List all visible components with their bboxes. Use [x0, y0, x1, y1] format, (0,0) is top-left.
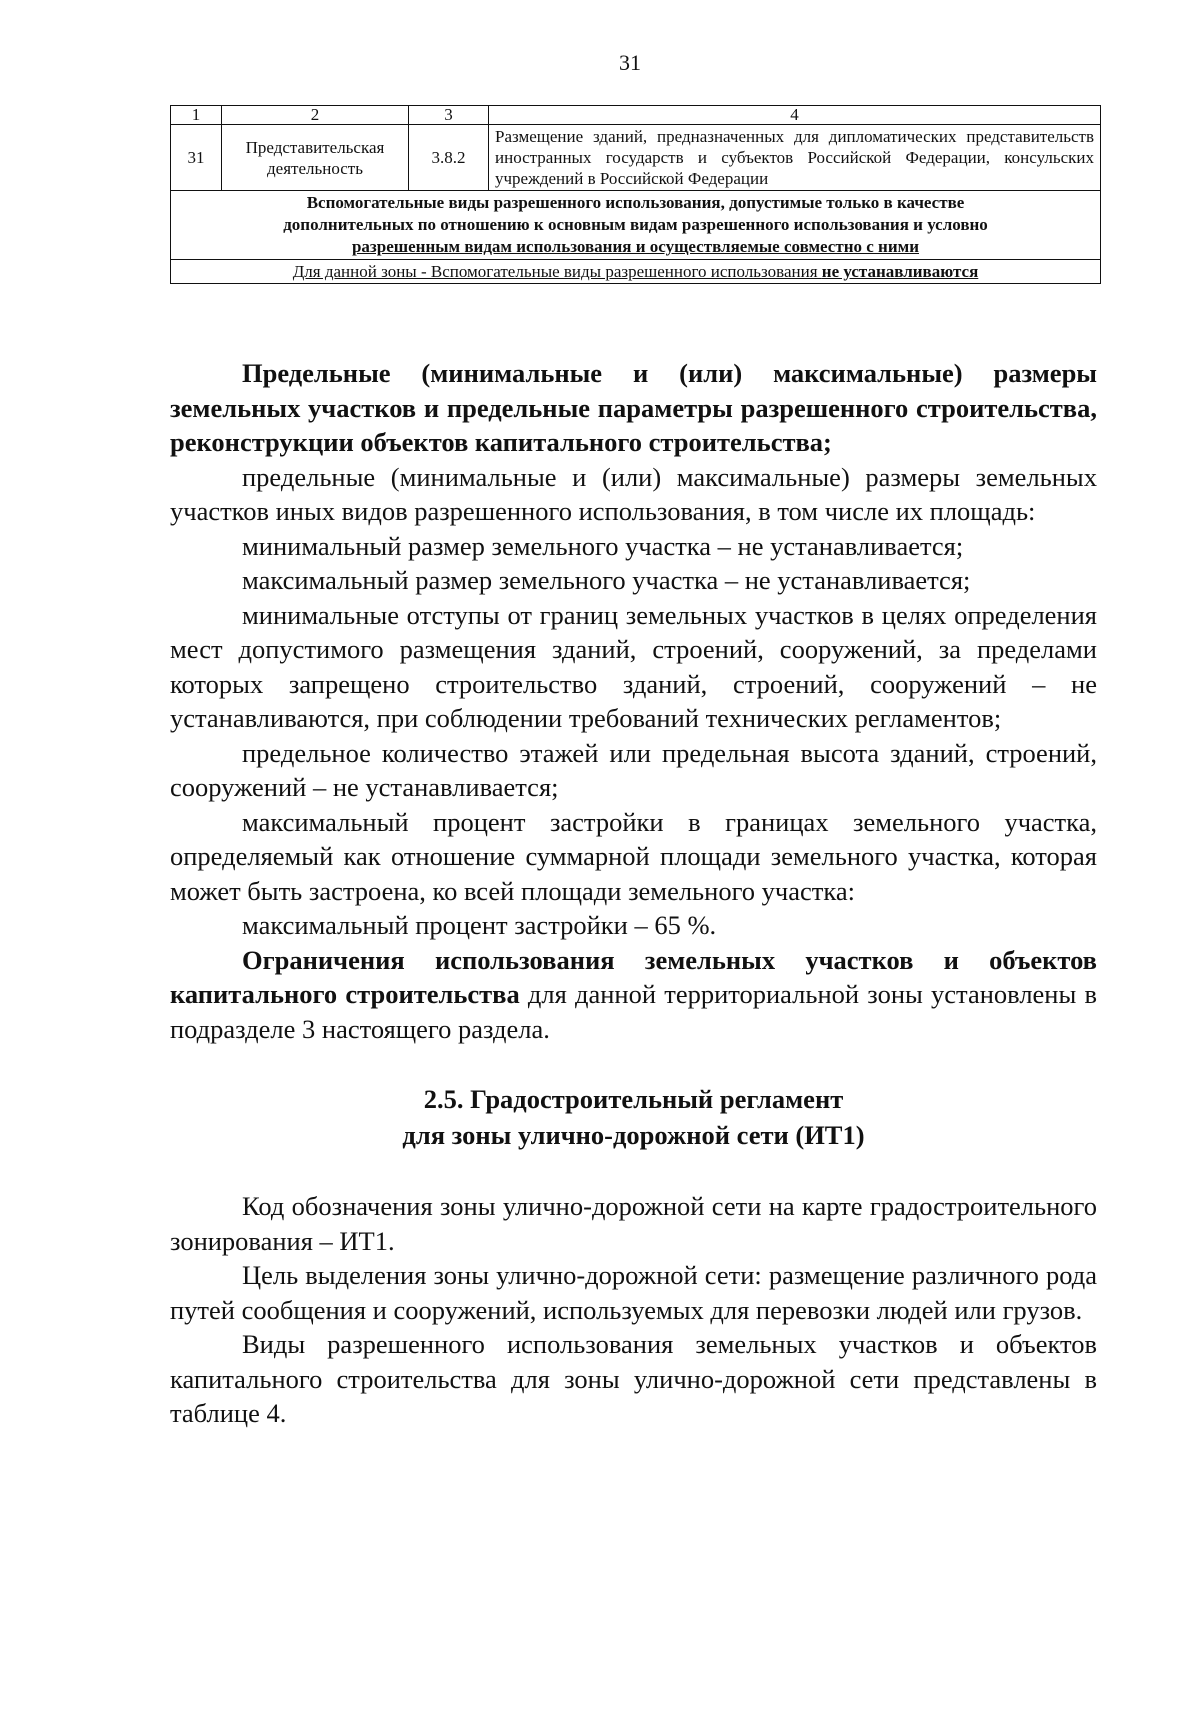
document-body	[170, 356, 1097, 1431]
aux-heading-cell	[171, 191, 1101, 260]
table-row	[171, 125, 1101, 191]
use-name-cell: Представительская деятельность	[222, 125, 409, 191]
aux-note-row	[171, 260, 1101, 284]
use-code-cell: 3.8.2	[409, 125, 489, 191]
paragraph: максимальный процент застройки в границах земельного участка, определяемый как отношение суммарной площади земельного участка, которая может быть застроена, ко всей площади земельного участка:	[170, 806, 1097, 906]
section-title-line: 2.5. Градостроительный регламент	[423, 1084, 844, 1114]
aux-heading-line: Вспомогательные виды разрешенного использования, допустимые только в качестве	[306, 193, 965, 212]
row-number-cell: 31	[171, 125, 222, 191]
aux-note-text: Для данной зоны - Вспомогательные виды разрешенного использования	[292, 262, 822, 281]
table-header-cell: 2	[222, 106, 409, 125]
paragraph: Виды разрешенного использования земельных участков и объектов капитального строительства для зоны улично-дорожной сети представлены в таблице 4.	[170, 1329, 1097, 1428]
paragraph: предельное количество этажей или предельная высота зданий, строений, сооружений – не устанавливается;	[170, 737, 1097, 802]
paragraph: Код обозначения зоны улично-дорожной сети на карте градостроительного зонирования – ИТ1.	[170, 1191, 1097, 1256]
paragraph: минимальный размер земельного участка – не устанавливается;	[242, 530, 964, 561]
paragraph: максимальный размер земельного участка – не устанавливается;	[242, 565, 971, 595]
page-number: 31	[619, 50, 641, 75]
aux-heading-line: разрешенным видам использования и осуществляемые совместно с ними	[351, 237, 920, 256]
permitted-use-table	[170, 105, 1101, 284]
aux-heading-line: дополнительных по отношению к основным видам разрешенного использования и условно	[283, 215, 988, 234]
section-title	[170, 1081, 1097, 1153]
restrictions-rest: для данной территориальной зоны установлены в подразделе 3 настоящего раздела.	[170, 979, 1097, 1044]
paragraph: максимальный процент застройки – 65 %.	[242, 910, 717, 940]
paragraph: предельные (минимальные и (или) максимальные) размеры земельных участков иных видов разрешенного использования, в том числе их площадь:	[170, 461, 1097, 526]
restrictions-bold: Ограничения использования земельных участков и объектов капитального строительства	[170, 944, 1097, 1009]
paragraph: минимальные отступы от границ земельных участков в целях определения мест допустимого размещения зданий, строений, сооружений, за пределами которых запрещено строительство зданий, строений, сооружений – не устанавливаются, при соблюдении требований технических регламентов;	[170, 599, 1097, 733]
table-header-cell: 4	[489, 106, 1101, 125]
table-header-row	[171, 106, 1101, 125]
table-header-cell: 1	[171, 106, 222, 125]
section-title-line: для зоны улично-дорожной сети (ИТ1)	[402, 1120, 865, 1150]
aux-note-bold: не устанавливаются	[821, 262, 979, 281]
aux-note-cell	[171, 260, 1101, 284]
limits-heading: Предельные (минимальные и (или) максимальные) размеры земельных участков и предельные параметры разрешенного строительства, реконструкции объектов капитального строительства;	[170, 358, 1097, 457]
table-header-cell: 3	[409, 106, 489, 125]
paragraph: Цель выделения зоны улично-дорожной сети: размещение различного рода путей сообщения и сооружений, используемых для перевозки людей или грузов.	[170, 1260, 1097, 1325]
aux-heading-row	[171, 191, 1101, 260]
restrictions-paragraph	[170, 943, 1097, 1047]
use-description-cell: Размещение зданий, предназначенных для дипломатических представительств иностранных государств и субъектов Российской Федерации, консульских учреждений в Российской Федерации	[489, 125, 1101, 191]
